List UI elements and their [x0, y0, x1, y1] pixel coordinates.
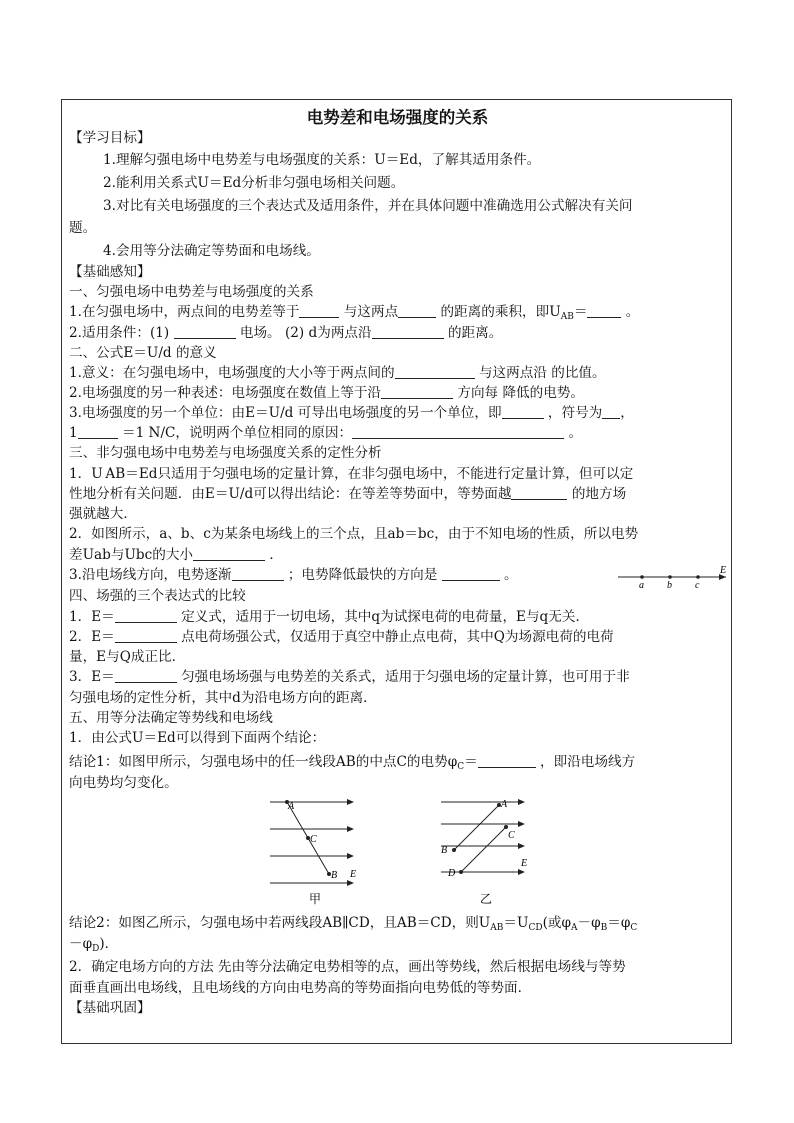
conclusion-1-line-1: 结论1：如图甲所示，匀强电场中的任一线段AB的中点C的电势$\varphi_C=$ ，即沿电场线方	[69, 754, 636, 772]
section-1-heading: 一、匀强电场中电势差与电场强度的关系	[69, 284, 314, 300]
section-4-line-1: 1．E＝ 定义式，适用于一切电场，其中q为试探电荷的电荷量，E与q无关．	[69, 609, 590, 625]
section-3-heading: 三、非匀强电场中电势差与电场强度关系的定性分析	[69, 445, 382, 461]
section-2-heading: 二、公式E＝U/d 的意义	[69, 345, 217, 361]
section-1-line-2: 2.适用条件：(1) 电场。 (2) d为两点沿 的距离。	[69, 325, 503, 341]
document-frame	[61, 99, 732, 1044]
section-3-line-4: 2．如图所示，a、b、c为某条电场线上的三个点，且ab＝bc，由于不知电场的性质，所以电势	[69, 526, 639, 542]
method-line-1: 2．确定电场方向的方法 先由等分法确定电势相等的点，画出等势线，然后根据电场线与等势	[69, 959, 626, 975]
section-4-line-4: 3．E＝ 匀强电场场强与电势差的关系式，适用于匀强电场的定量计算，也可用于非	[69, 669, 630, 685]
page-title: 电势差和电场强度的关系	[306, 108, 489, 127]
section-2-line-4: 1 ＝1 N/C，说明两个单位相同的原因： 。	[69, 425, 583, 441]
goal-item: 4.会用等分法确定等势面和电场线。	[103, 243, 320, 259]
label-b: b	[667, 580, 672, 590]
label-A: A	[288, 801, 295, 812]
section-3-line-5: 差Uab与Ubc的大小 ．	[69, 547, 283, 563]
goal-item: 1.理解匀强电场中电势差与电场强度的关系：U＝Ed，了解其适用条件。	[103, 152, 541, 168]
section-3-line-3: 强就越大．	[69, 506, 137, 522]
consolidate-header: 【基础巩固】	[69, 1000, 151, 1016]
figure-jia	[266, 793, 362, 908]
point-a	[640, 575, 644, 579]
point-D	[459, 870, 463, 874]
field-line-figure	[614, 564, 732, 590]
label-c: c	[695, 580, 700, 590]
section-5-line-1: 1．由公式U＝Ed可以得到下面两个结论：	[69, 730, 326, 746]
section-4-heading: 四、场强的三个表达式的比较	[69, 588, 246, 604]
label-E: E	[350, 869, 357, 880]
label-A: A	[501, 799, 508, 810]
goal-item: 3.对比有关电场强度的三个表达式及适用条件，并在具体问题中准确选用公式解决有关问	[103, 198, 633, 214]
caption-yi: 乙	[480, 892, 493, 906]
label-C: C	[310, 834, 317, 845]
caption-jia: 甲	[309, 892, 322, 906]
goal-item: 题。	[69, 220, 97, 236]
point-b	[668, 575, 672, 579]
section-3-line-6: 3.沿电场线方向，电势逐渐 ；电势降低最快的方向是 。	[69, 567, 518, 583]
section-4-line-2: 2．E＝ 点电荷场强公式，仅适用于真空中静止点电荷，其中Q为场源电荷的电荷	[69, 629, 614, 645]
point-B	[452, 848, 456, 852]
section-3-line-2: 性地分析有关问题．由E＝U/d可以得出结论：在等差等势面中，等势面越 的地方场	[69, 486, 627, 502]
label-E: E	[521, 858, 528, 869]
section-2-line-3: 3.电场强度的另一个单位：由E＝U/d 可导出电场强度的另一个单位，即 ，符号为 ，	[69, 405, 634, 421]
conclusion-2-line-2: $-\varphi_D$)．	[69, 936, 119, 954]
label-B: B	[441, 845, 448, 856]
section-2-line-2: 2.电场强度的另一种表述：电场强度在数值上等于沿 方向每 降低的电势。	[69, 385, 585, 401]
section-1-line-1: 1.在匀强电场中，两点间的电势差等于 与这两点 的距离的乘积，即$U_{AB}=$ 。	[69, 304, 640, 322]
section-4-line-5: 匀强电场的定性分析，其中d为沿电场方向的距离．	[69, 690, 377, 706]
method-line-2: 面垂直画出电场线，且电场线的方向由电势高的等势面指向电势低的等势面．	[69, 980, 532, 996]
point-C	[504, 825, 508, 829]
conclusion-2-line-1: 结论2：如图乙所示，匀强电场中若两线段AB∥CD，且AB＝CD，则$U_{AB}=U_{CD}$(或$\varphi_A-\varphi_B=\varphi_C$	[69, 915, 638, 933]
point-c	[696, 575, 700, 579]
label-a: a	[639, 580, 644, 590]
label-C: C	[508, 830, 515, 841]
figure-yi	[437, 793, 533, 908]
label-E: E	[720, 565, 727, 576]
section-2-line-1: 1.意义：在匀强电场中，电场强度的大小等于两点间的 与这两点沿 的比值。	[69, 365, 606, 381]
goal-item: 2.能利用关系式U＝Ed分析非匀强电场相关问题。	[103, 175, 405, 191]
section-3-line-1: 1．U AB＝Ed只适用于匀强电场的定量计算，在非匀强电场中，不能进行定量计算，但可以定	[69, 466, 634, 482]
section-4-line-3: 量，E与Q成正比．	[69, 649, 186, 665]
label-B: B	[331, 870, 338, 881]
section-5-heading: 五、用等分法确定等势线和电场线	[69, 710, 273, 726]
basics-header: 【基础感知】	[69, 264, 151, 280]
conclusion-1-line-2: 向电势均匀变化。	[69, 775, 178, 791]
goals-header: 【学习目标】	[69, 130, 151, 146]
label-D: D	[448, 868, 456, 879]
